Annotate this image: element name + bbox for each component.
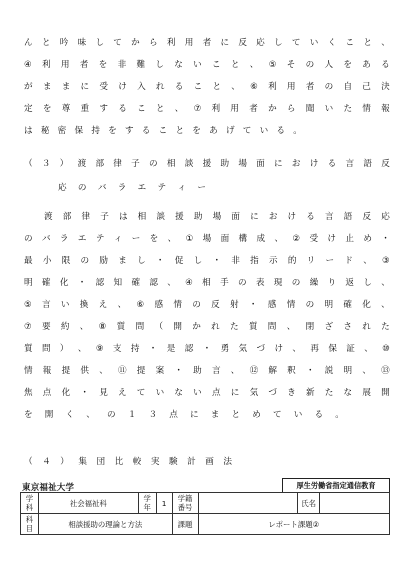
body-line: を 開 く 、 の １ ３ 点 に ま と め て い る 。 — [24, 410, 344, 420]
subject-label: 科目 — [21, 514, 39, 535]
name-value — [320, 493, 390, 514]
body-line: 情 報 提 供 、 ⑪ 提 案 ・ 助 言 、 ⑫ 解 釈 ・ 説 明 、 ⑬ — [24, 366, 390, 376]
year-label: 学年 — [138, 493, 156, 514]
section-heading: （ ３ ） 渡 部 律 子 の 相 談 援 助 場 面 に お け る 言 語 反 — [24, 159, 390, 169]
student-number-value — [198, 493, 298, 514]
body-line: ⑤ 言 い 換 え 、 ⑥ 感 情 の 反 射 ・ 感 情 の 明 確 化 、 — [24, 300, 390, 310]
submission-info-table — [20, 492, 390, 535]
student-number-label: 学籍番号 — [172, 493, 198, 514]
name-label: 氏名 — [298, 493, 320, 514]
body-line: 渡 部 律 子 は 相 談 援 助 場 面 に お け る 言 語 反 応 — [44, 212, 390, 222]
body-line: 明 確 化 ・ 認 知 確 認 、 ④ 相 手 の 表 現 の 繰 り 返 し 、 — [24, 278, 390, 288]
body-line: 定 を 尊 重 す る こ と 、 ⑦ 利 用 者 か ら 聞 い た 情 報 — [24, 104, 390, 114]
subject-value: 相談援助の理論と方法 — [38, 514, 172, 535]
body-line: 焦 点 化 ・ 見 え て い な い 点 に 気 づ き 新 た な 展 開 — [24, 388, 390, 398]
school-name: 東京福祉大学 — [22, 483, 75, 493]
task-label: 課題 — [172, 514, 198, 535]
body-line: ⑦ 要 約 、 ⑧ 質 問 （ 開 か れ た 質 問 、 閉 ざ さ れ た — [24, 322, 390, 332]
body-line: ④ 利 用 者 を 非 難 し な い こ と 、 ⑤ そ の 人 を あ る — [24, 60, 390, 70]
body-line: が ま ま に 受 け 入 れ る こ と 、 ⑥ 利 用 者 の 自 己 決 — [24, 82, 390, 92]
body-line: は 秘 密 保 持 を す る こ と を あ げ て い る 。 — [24, 126, 302, 136]
department-label: 学科 — [21, 493, 39, 514]
section-heading: （ ４ ） 集 団 比 較 実 験 計 画 法 — [24, 457, 232, 467]
body-line: ん と 吟 味 し て か ら 利 用 者 に 反 応 し て い く こ と 、 — [24, 38, 390, 48]
body-line: の バ ラ エ テ ィ ー を 、 ① 場 面 構 成 、 ② 受 け 止 め ・ — [24, 234, 390, 244]
section-heading-cont: 応 の バ ラ エ テ ィ ー — [58, 183, 206, 193]
body-line: 最 小 限 の 励 ま し ・ 促 し ・ 非 指 示 的 リ ー ド 、 ③ — [24, 256, 390, 266]
accreditation-stamp: 厚生労働省指定通信教育 — [282, 478, 390, 493]
body-line: 質 問 ） 、 ⑨ 支 持 ・ 是 認 ・ 勇 気 づ け 、 再 保 証 、 ⑩ — [24, 344, 390, 354]
task-value: レポート課題② — [198, 514, 389, 535]
year-value: 1 — [156, 493, 172, 514]
department-value: 社会福祉科 — [38, 493, 138, 514]
